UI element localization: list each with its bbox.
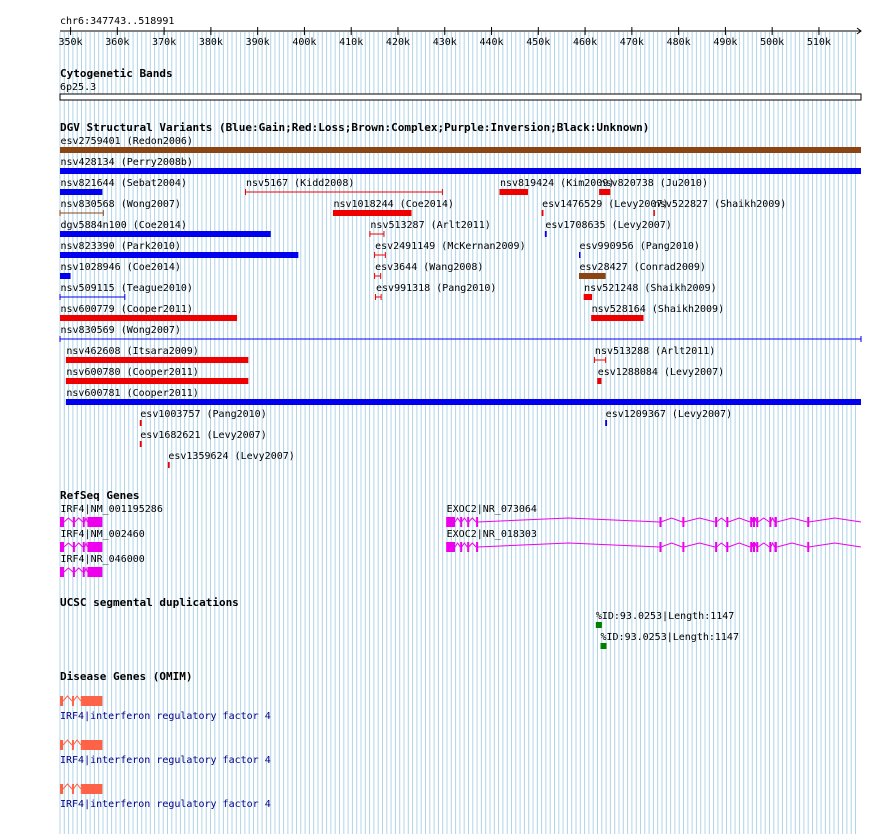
omim-gene-label: IRF4|interferon regulatory factor 4 [60,755,271,766]
refseq-exon [769,542,771,552]
dgv-title: DGV Structural Variants (Blue:Gain;Red:Loss;Brown:Complex;Purple:Inversion;Black:Unknown) [60,121,650,134]
refseq-gene-label: EXOC2|NR_018303 [446,529,537,540]
ruler-tick-label: 490k [713,37,738,48]
refseq-exon [659,517,661,527]
ruler-tick-label: 360k [105,37,130,48]
omim-exon [83,740,103,750]
variant-bar [66,378,248,384]
omim-exon [81,784,83,794]
dgv-variant[interactable] [579,262,706,279]
ruler-tick-label: 420k [385,37,411,48]
segdup-label: %ID:93.0253|Length:1147 [595,611,735,622]
ruler-tick-label: 460k [573,37,598,48]
variant-bar [66,357,248,363]
refseq-exon [460,517,462,527]
variant-bar [60,231,271,237]
refseq-exon [460,542,462,552]
variant-label: nsv830569 (Wong2007) [60,325,181,336]
variant-label: dgv5884n100 (Coe2014) [60,220,187,231]
variant-bar [653,210,655,216]
variant-label: nsv600779 (Cooper2011) [60,304,193,315]
refseq-exon [659,542,661,552]
refseq-exon [73,542,75,552]
variant-bar [599,189,610,195]
cytoband-ideogram[interactable] [60,94,861,100]
dgv-variant[interactable] [168,451,295,468]
refseq-exon [750,517,752,527]
cytoband-label: 6p25.3 [60,82,97,93]
variant-label: nsv513287 (Arlt2011) [370,220,491,231]
segdup-label: %ID:93.0253|Length:1147 [600,632,739,643]
refseq-exon [73,517,75,527]
omim-exon [72,696,74,706]
variant-bar [66,399,861,405]
refseq-exon [60,542,64,552]
variant-label: nsv428134 (Perry2008b) [60,157,193,168]
refseq-exon [87,567,102,577]
refseq-gene-label: IRF4|NM_001195286 [60,504,163,515]
variant-label: nsv821644 (Sebat2004) [60,178,187,189]
dgv-variant[interactable] [60,325,861,342]
variant-bar [545,231,547,237]
variant-label: esv28427 (Conrad2009) [579,262,706,273]
refseq-exon [83,542,85,552]
variant-label: nsv1018244 (Coe2014) [333,199,454,210]
variant-label: nsv830568 (Wong2007) [60,199,181,210]
variant-label: nsv600780 (Cooper2011) [66,367,199,378]
segdup-title: UCSC segmental duplications [60,596,239,609]
ruler-tick-label: 510k [806,37,831,48]
dgv-variant[interactable] [545,220,672,237]
omim-gene[interactable] [60,740,271,766]
ruler-tick-label: 380k [198,37,223,48]
variant-bar [597,378,601,384]
omim-exon [81,696,83,706]
refseq-exon [775,517,777,527]
variant-label: nsv600781 (Cooper2011) [66,388,199,399]
refseq-exon [682,542,684,552]
variant-label: nsv528164 (Shaikh2009) [591,304,725,315]
omim-exon [60,696,63,706]
refseq-exon [726,517,728,527]
refseq-exon [769,517,771,527]
variant-label: nsv5167 (Kidd2008) [245,178,355,189]
ruler-tick-label: 470k [619,37,644,48]
variant-label: esv3644 (Wang2008) [375,262,484,273]
variant-label: nsv819424 (Kim2009) [499,178,615,189]
refseq-exon [476,517,478,527]
variant-bar [140,441,142,447]
variant-bar [579,273,606,279]
refseq-exon [73,567,75,577]
variant-label: nsv1028946 (Coe2014) [60,262,181,273]
refseq-exon [467,542,469,552]
ruler-tick-label: 480k [666,37,691,48]
ruler-tick-label: 430k [432,37,457,48]
omim-features [60,696,271,810]
dgv-variant[interactable] [60,157,861,174]
omim-exon [60,740,63,750]
ruler-tick-label: 390k [245,37,270,48]
refseq-exon [446,542,455,552]
omim-exon [72,784,74,794]
variant-label: esv1003757 (Pang2010) [140,409,267,420]
variant-label: nsv521248 (Shaikh2009) [584,283,717,294]
variant-bar [140,420,142,426]
variant-label: esv1476529 (Levy2007) [542,199,669,210]
ruler-tick-label: 400k [292,37,317,48]
omim-gene-label: IRF4|interferon regulatory factor 4 [60,711,271,722]
variant-bar [499,189,528,195]
refseq-intron [758,543,769,547]
variant-bar [60,273,71,279]
ruler-tick-label: 350k [58,37,83,48]
variant-label: esv1209367 (Levy2007) [605,409,733,420]
variant-bar [591,315,643,321]
variant-bar [542,210,544,216]
refseq-intron [777,518,807,522]
refseq-intron [752,543,753,547]
dgv-variant[interactable] [60,136,861,153]
omim-track [60,670,271,810]
variant-label: esv990956 (Pang2010) [579,241,700,252]
omim-exon [83,784,103,794]
refseq-exon [753,542,755,552]
ruler-tick-label: 410k [339,37,364,48]
omim-exon [83,696,103,706]
variant-label: esv1682621 (Levy2007) [140,430,267,441]
refseq-gene-label: EXOC2|NR_073064 [446,504,537,515]
cytoband-title: Cytogenetic Bands [60,67,173,80]
variant-label: nsv462608 (Itsara2009) [66,346,199,357]
ruler-tick-label: 450k [526,37,551,48]
omim-exon [72,740,74,750]
dgv-variant[interactable] [653,199,786,216]
variant-label: esv2759401 (Redon2006) [60,136,193,147]
refseq-exon [467,517,469,527]
variant-label: esv2491149 (McKernan2009) [375,241,526,252]
refseq-exon [775,542,777,552]
refseq-exon [756,517,758,527]
variant-bar [605,420,607,426]
dgv-variant[interactable] [376,283,497,300]
omim-title: Disease Genes (OMIM) [60,670,193,683]
refseq-exon [807,542,809,552]
ruler-tick-label: 440k [479,37,504,48]
refseq-exon [87,542,102,552]
refseq-exon [756,542,758,552]
omim-gene-label: IRF4|interferon regulatory factor 4 [60,799,271,810]
refseq-intron [777,543,807,547]
region-label: chr6:347743..518991 [60,16,175,27]
refseq-exon [476,542,478,552]
refseq-exon [753,517,755,527]
segdup-bar [596,622,602,628]
variant-bar [60,147,861,153]
refseq-exon [87,517,102,527]
variant-bar [333,210,412,216]
variant-bar [60,168,861,174]
omim-gene[interactable] [60,784,271,810]
variant-bar [168,462,170,468]
refseq-exon [807,517,809,527]
variant-bar [60,315,237,321]
refseq-intron [758,518,769,522]
variant-label: nsv522827 (Shaikh2009) [653,199,787,210]
dgv-variant[interactable] [60,220,271,237]
refseq-gene-label: IRF4|NR_046000 [60,554,145,565]
variant-label: esv1708635 (Levy2007) [545,220,672,231]
dgv-variant[interactable] [605,409,732,426]
refseq-exon [83,517,85,527]
refseq-intron [752,518,753,522]
variant-label: esv1359624 (Levy2007) [168,451,295,462]
refseq-exon [715,517,717,527]
variant-bar [584,294,592,300]
dgv-variant[interactable] [594,346,715,363]
variant-label: esv991318 (Pang2010) [376,283,497,294]
omim-exon [60,784,63,794]
dgv-variant[interactable] [66,388,861,405]
refseq-intron [684,543,715,547]
refseq-intron [684,518,715,522]
omim-exon [81,740,83,750]
refseq-gene-label: IRF4|NM_002460 [60,529,145,540]
variant-bar [60,252,298,258]
variant-label: nsv509115 (Teague2010) [60,283,193,294]
dgv-variant[interactable] [66,367,248,384]
refseq-exon [750,542,752,552]
dgv-variant[interactable] [66,346,248,363]
dgv-variant[interactable] [60,283,193,300]
omim-gene[interactable] [60,696,271,722]
variant-bar [60,189,102,195]
segdup-bar [601,643,607,649]
refseq-exon [446,517,455,527]
variant-label: nsv513288 (Arlt2011) [594,346,716,357]
refseq-exon [715,542,717,552]
refseq-exon [83,567,85,577]
refseq-exon [682,517,684,527]
ruler-tick-label: 370k [152,37,177,48]
variant-label: nsv820738 (Ju2010) [599,178,708,189]
ruler-tick-label: 500k [760,37,785,48]
refseq-exon [60,567,64,577]
refseq-title: RefSeq Genes [60,489,140,502]
variant-label: nsv823390 (Park2010) [60,241,181,252]
variant-bar [579,252,581,258]
refseq-exon [60,517,64,527]
dgv-variant[interactable] [333,199,454,216]
refseq-exon [726,542,728,552]
variant-label: esv1288084 (Levy2007) [597,367,725,378]
